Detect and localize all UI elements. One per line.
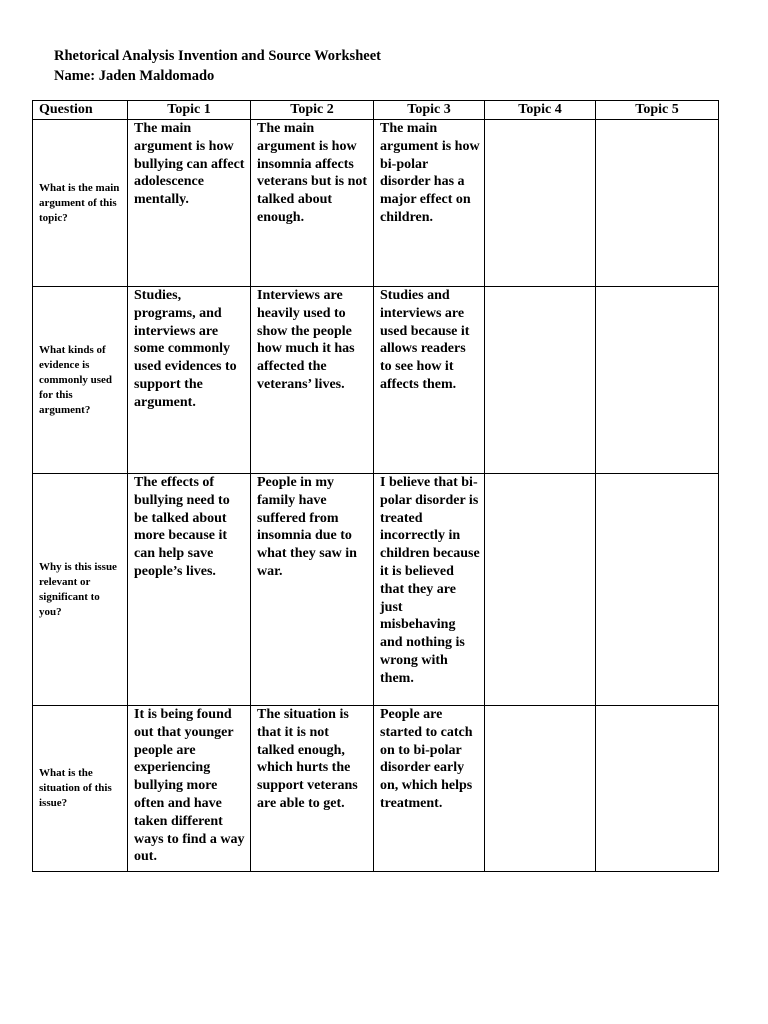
answer-cell-topic-2: Interviews are heavily used to show the people how much it has affected the veterans’ lives.	[251, 287, 374, 474]
answer-cell-topic-2: The situation is that it is not talked enough, which hurts the support veterans are able to get.	[251, 706, 374, 872]
table-row	[33, 287, 719, 474]
header-topic-1: Topic 1	[128, 101, 251, 120]
student-name: Name: Jaden Maldomado	[54, 68, 215, 84]
answer-cell-topic-3: Studies and interviews are used because it allows readers to see how it affects them.	[374, 287, 485, 474]
answer-cell-topic-5	[596, 120, 719, 287]
table-row	[33, 474, 719, 706]
answer-cell-topic-4	[485, 706, 596, 872]
answer-cell-topic-3: People are started to catch on to bi-polar disorder early on, which helps treatment.	[374, 706, 485, 872]
answer-cell-topic-2: The main argument is how insomnia affects veterans but is not talked about enough.	[251, 120, 374, 287]
worksheet-table	[32, 100, 719, 872]
answer-cell-topic-5	[596, 287, 719, 474]
header-topic-2: Topic 2	[251, 101, 374, 120]
answer-cell-topic-1: The main argument is how bullying can affect adolescence mentally.	[128, 120, 251, 287]
answer-cell-topic-1: The effects of bullying need to be talked about more because it can help save people’s lives.	[128, 474, 251, 706]
answer-cell-topic-1: Studies, programs, and interviews are some commonly used evidences to support the argument.	[128, 287, 251, 474]
header-topic-4: Topic 4	[485, 101, 596, 120]
header-question: Question	[33, 101, 128, 120]
answer-cell-topic-5	[596, 706, 719, 872]
document-title: Rhetorical Analysis Invention and Source Worksheet	[54, 48, 381, 64]
answer-cell-topic-2: People in my family have suffered from insomnia due to what they saw in war.	[251, 474, 374, 706]
question-cell: What kinds of evidence is commonly used for this argument?	[33, 287, 128, 474]
table-row	[33, 706, 719, 872]
header-topic-5: Topic 5	[596, 101, 719, 120]
answer-cell-topic-5	[596, 474, 719, 706]
question-cell: What is the situation of this issue?	[33, 706, 128, 872]
answer-cell-topic-3: The main argument is how bi-polar disorder has a major effect on children.	[374, 120, 485, 287]
answer-cell-topic-4	[485, 287, 596, 474]
table-row	[33, 120, 719, 287]
question-cell: Why is this issue relevant or significant to you?	[33, 474, 128, 706]
answer-cell-topic-4	[485, 120, 596, 287]
answer-cell-topic-4	[485, 474, 596, 706]
header-row	[33, 101, 719, 120]
answer-cell-topic-1: It is being found out that younger people are experiencing bullying more often and have taken different ways to find a way out.	[128, 706, 251, 872]
answer-cell-topic-3: I believe that bi-polar disorder is treated incorrectly in children because it is believed that they are just misbehaving and nothing is wrong with them.	[374, 474, 485, 706]
header-topic-3: Topic 3	[374, 101, 485, 120]
question-cell: What is the main argument of this topic?	[33, 120, 128, 287]
document-header	[54, 46, 381, 86]
